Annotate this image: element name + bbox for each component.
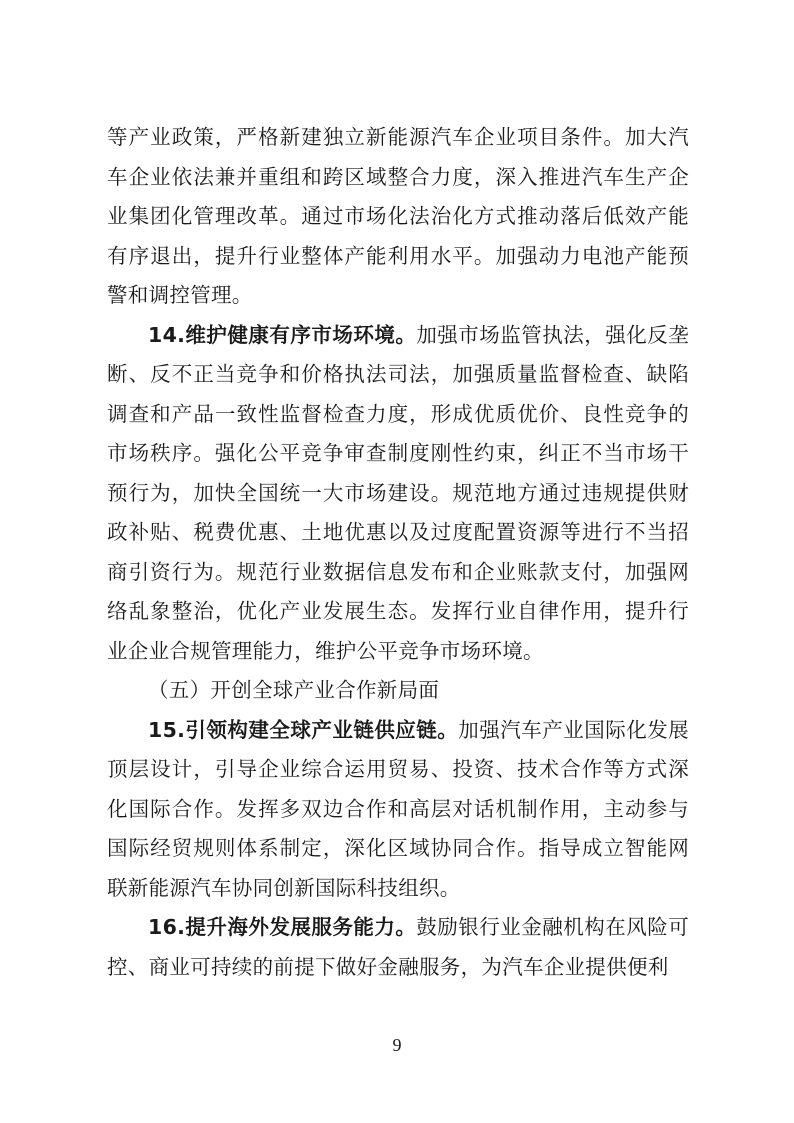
body-text: [107, 118, 689, 987]
paragraph-14: [107, 316, 689, 672]
paragraph-body: 等产业政策，严格新建独立新能源汽车企业项目条件。加大汽车企业依法兼并重组和跨区域整合力度，深入推进汽车生产企业集团化管理改革。通过市场化法治化方式推动落后低效产能有序退出，提升行业整体产能利用水平。加强动力电池产能预警和调控管理。: [107, 125, 689, 307]
paragraph-15: [107, 711, 689, 909]
paragraph-body: 加强市场监管执法，强化反垄断、反不正当竞争和价格执法司法，加强质量监督检查、缺陷调查和产品一致性监督检查力度，形成优质优价、良性竞争的市场秩序。强化公平竞争审查制度刚性约束，纠正不当市场干预行为，加快全国统一大市场建设。规范地方通过违规提供财政补贴、税费优惠、土地优惠以及过度配置资源等进行不当招商引资行为。规范行业数据信息发布和企业账款支付，加强网络乱象整治，优化产业发展生态。发挥行业自律作用，提升行业企业合规管理能力，维护公平竞争市场环境。: [107, 322, 690, 663]
paragraph-body: 鼓励银行业金融机构在风险可控、商业可持续的前提下做好金融服务，为汽车企业提供便利: [107, 915, 690, 979]
paragraph-continuation: [107, 118, 689, 316]
section-title: （五）开创全球产业合作新局面: [148, 678, 440, 702]
paragraph-heading: 14.维护健康有序市场环境。: [148, 322, 417, 347]
page-number: 9: [392, 1035, 402, 1055]
paragraph-heading: 16.提升海外发展服务能力。: [148, 915, 417, 939]
paragraph-16: [107, 908, 689, 987]
paragraph-body: 加强汽车产业国际化发展顶层设计，引导企业综合运用贸易、投资、技术合作等方式深化国际合作。发挥多双边合作和高层对话机制作用，主动参与国际经贸规则体系制定，深化区域协同合作。指导成立智能网联新能源汽车协同创新国际科技组织。: [107, 717, 689, 900]
paragraph-heading: 15.引领构建全球产业链供应链。: [148, 717, 459, 742]
